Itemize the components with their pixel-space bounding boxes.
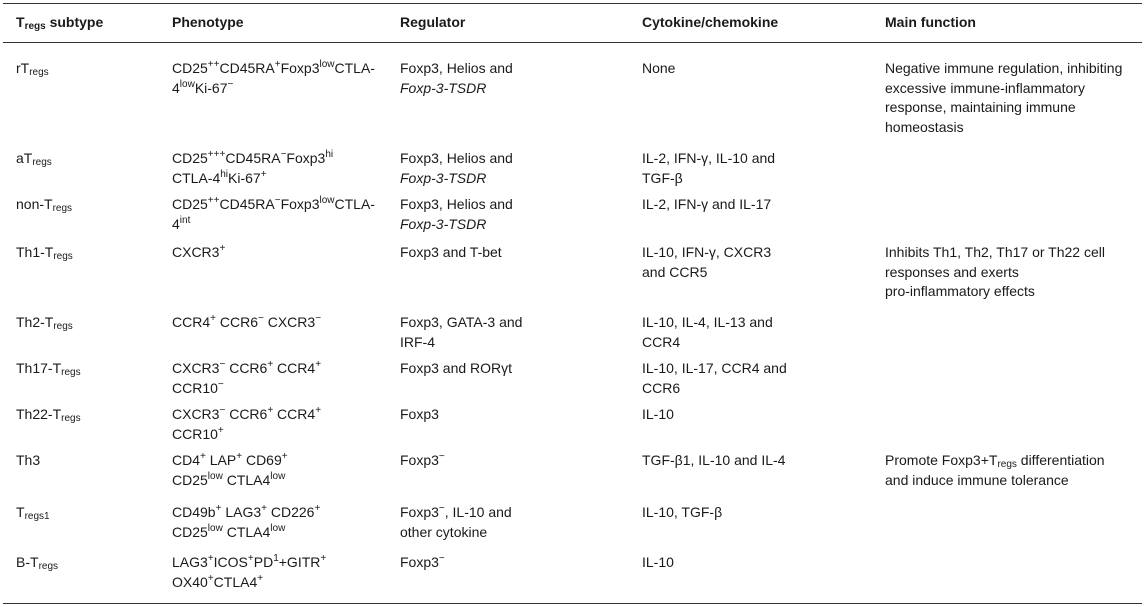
cell-line: IL-10	[642, 406, 674, 422]
regulator-cell	[400, 405, 439, 425]
cytokine-cell	[642, 195, 771, 215]
subtype-cell: $Th2-T_{regs}$	[16, 314, 73, 332]
subtype-cell: $aT_{regs}$	[16, 150, 52, 168]
cell-line: IL-10, TGF-β	[642, 504, 723, 520]
cell-line: Foxp3−	[400, 553, 445, 570]
subtype-cell: Th3	[16, 452, 41, 468]
cell-line: CCR6	[642, 379, 681, 396]
cell-line: IL-10, IL-4, IL-13 and	[642, 314, 773, 330]
cell-line: IL-2, IFN-γ and IL-17	[642, 196, 772, 212]
cytokine-cell	[642, 405, 674, 425]
cell-line: IL-10	[642, 554, 674, 570]
cell-line: CCR10−	[172, 378, 224, 396]
regulator-cell	[400, 503, 512, 542]
cell-line: TGF-β1, IL-10 and IL-4	[642, 452, 786, 468]
cell-line: Foxp-3-TSDR	[400, 169, 487, 186]
cell-line: $CD25^{++}CD45RA^-Foxp3^{low}CTLA-$	[172, 195, 375, 212]
phenotype-cell	[172, 149, 333, 188]
function-cell	[885, 243, 1105, 302]
cell-line: Foxp3−	[400, 451, 445, 468]
phenotype-cell	[172, 553, 326, 592]
cell-line: Foxp3 and T-bet	[400, 244, 502, 260]
cell-line: None	[642, 60, 676, 76]
regulator-cell	[400, 243, 502, 263]
cell-line: CD49b+ LAG3+ CD226+	[172, 503, 321, 520]
cell-line: excessive immune-inflammatory	[885, 79, 1085, 96]
cell-line: responses and exerts	[885, 263, 1019, 280]
subtype-cell: $T_{regs1}$	[16, 504, 50, 522]
cell-line: and CCR5	[642, 263, 708, 280]
cell-line: $CD25^{low}$ $CTLA4^{low}$	[172, 522, 286, 540]
cell-line: $4^{low}Ki-67^-$	[172, 78, 234, 96]
table-top-rule	[3, 3, 1142, 4]
cell-line: Promote $Foxp3+T_{regs}$ differentiation	[885, 452, 1105, 470]
phenotype-cell	[172, 451, 288, 490]
table-bottom-rule	[3, 603, 1142, 604]
subtype-cell: $Th1-T_{regs}$	[16, 244, 73, 262]
subtype-cell: $B-T_{regs}$	[16, 554, 59, 572]
cell-line: response, maintaining immune	[885, 99, 1076, 115]
header-regulator: Regulator	[400, 14, 466, 30]
cell-line: IL-10, IL-17, CCR4 and	[642, 360, 787, 376]
cell-line: CXCR3− CCR6+ CCR4+	[172, 405, 322, 422]
subtype-cell: $Th22-T_{regs}$	[16, 406, 81, 424]
cell-line: other cytokine	[400, 523, 488, 540]
phenotype-cell	[172, 243, 225, 263]
header-phenotype: Phenotype	[172, 14, 244, 30]
subtype-cell: non-$T_{regs}$	[16, 196, 73, 214]
cell-line: Foxp3	[400, 406, 439, 422]
table-header-rule	[3, 42, 1142, 43]
regulator-cell	[400, 59, 513, 98]
cell-line: Foxp-3-TSDR	[400, 79, 487, 96]
cytokine-cell	[642, 313, 773, 352]
cytokine-cell	[642, 149, 775, 188]
cell-line: TGF-β	[642, 169, 683, 186]
phenotype-cell	[172, 313, 321, 333]
cell-line: CCR4	[642, 333, 681, 350]
cell-line: Foxp3 and RORγt	[400, 360, 513, 376]
cell-line: and induce immune tolerance	[885, 471, 1069, 488]
phenotype-cell	[172, 503, 320, 542]
cell-line: CCR4+ CCR6− CXCR3−	[172, 313, 322, 330]
cytokine-cell	[642, 59, 675, 79]
cell-line: Negative immune regulation, inhibiting	[885, 60, 1123, 76]
cell-line: homeostasis	[885, 118, 964, 135]
cell-line: Foxp3−, IL-10 and	[400, 503, 512, 520]
cell-line: $CD25^{++}CD45RA^+Foxp3^{low}CTLA-$	[172, 59, 375, 76]
cell-line: Inhibits Th1, Th2, Th17 or Th22 cell	[885, 244, 1105, 260]
subtype-cell: $rT_{regs}$	[16, 60, 49, 78]
subtype-cell: $Th17-T_{regs}$	[16, 360, 81, 378]
cytokine-cell	[642, 359, 787, 398]
regulator-cell	[400, 195, 513, 234]
cytokine-cell	[642, 451, 785, 471]
cell-line: OX40+CTLA4+	[172, 572, 264, 590]
cytokine-cell	[642, 503, 722, 523]
header-main-function: Main function	[885, 14, 976, 30]
cell-line: Foxp3, Helios and	[400, 196, 513, 212]
regulator-cell	[400, 359, 512, 379]
phenotype-cell	[172, 59, 375, 98]
regulator-cell	[400, 553, 445, 573]
cell-line: IL-2, IFN-γ, IL-10 and	[642, 150, 776, 166]
phenotype-cell	[172, 405, 321, 444]
cell-line: Foxp-3-TSDR	[400, 215, 487, 232]
cell-line: $CD25^{+++}CD45RA^-Foxp3^{hi}$	[172, 149, 334, 166]
cell-line: CTLA-$4^{hi}Ki-67^+$	[172, 168, 267, 186]
cell-line: $4^{int}$	[172, 214, 191, 232]
phenotype-cell	[172, 195, 375, 234]
cytokine-cell	[642, 243, 771, 282]
phenotype-cell	[172, 359, 321, 398]
function-cell	[885, 451, 1105, 490]
header-cytokine: Cytokine/chemokine	[642, 14, 779, 30]
cell-line: $LAG3^+ICOS^+PD^1+GITR^+$	[172, 553, 327, 570]
function-cell	[885, 59, 1122, 137]
cell-line: Foxp3, Helios and	[400, 150, 513, 166]
cytokine-cell	[642, 553, 674, 573]
cell-line: Foxp3, Helios and	[400, 60, 513, 76]
cell-line: pro-inflammatory effects	[885, 283, 1035, 299]
cell-line: IRF-4	[400, 333, 435, 350]
cell-line: $CD25^{low}$ $CTLA4^{low}$	[172, 470, 286, 488]
cell-line: Foxp3, GATA-3 and	[400, 314, 523, 330]
header-subtype: $T_{regs}$ subtype	[16, 14, 104, 32]
regulator-cell	[400, 149, 513, 188]
cell-line: CXCR3− CCR6+ CCR4+	[172, 359, 322, 376]
cell-line: IL-10, IFN-γ, CXCR3	[642, 244, 772, 260]
regulator-cell	[400, 313, 522, 352]
cell-line: CXCR3+	[172, 243, 226, 260]
cell-line: CD4+ LAP+ CD69+	[172, 451, 288, 468]
cell-line: CCR10+	[172, 424, 224, 442]
regulator-cell	[400, 451, 445, 471]
